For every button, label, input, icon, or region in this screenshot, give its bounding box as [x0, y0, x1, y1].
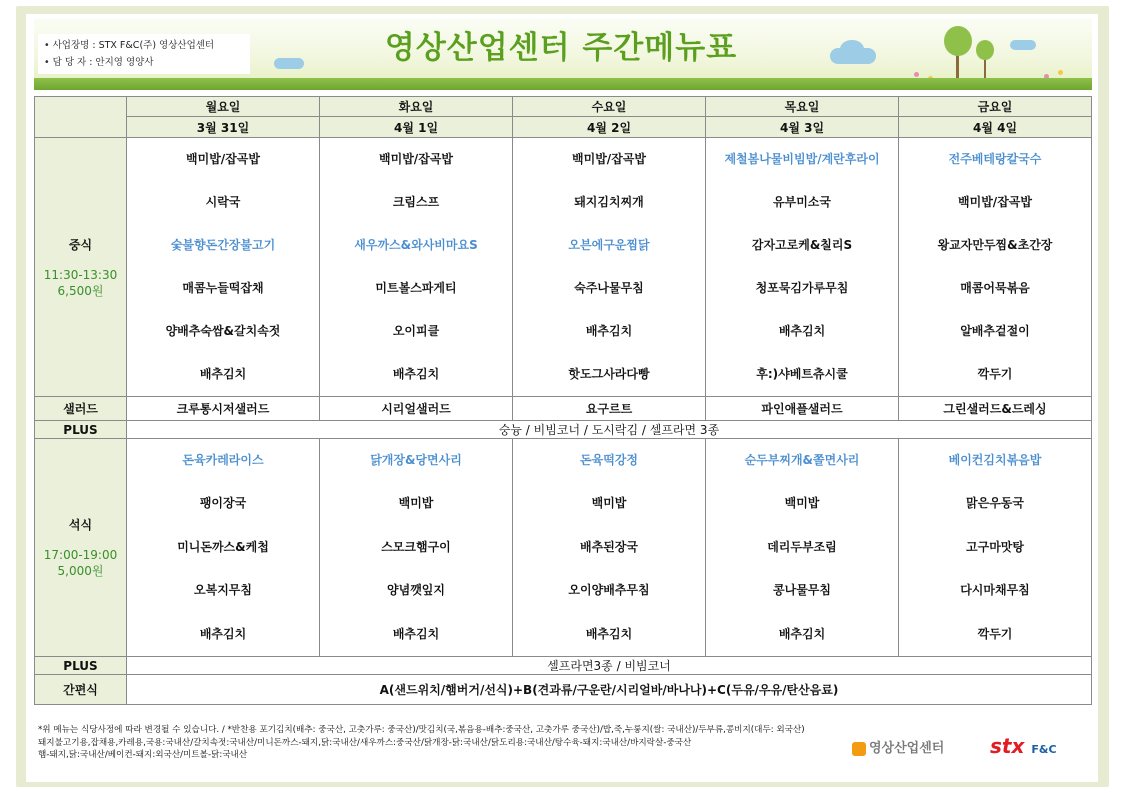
dinner-menu-item: 백미밥 — [398, 496, 434, 511]
salad-item: 파인애플샐러드 — [706, 397, 899, 421]
day-header: 월요일 — [127, 97, 320, 117]
dinner-menu-item: 돈육떡강정 — [580, 453, 638, 468]
plus-text: 숭늉 / 비빔코너 / 도시락김 / 셀프라면 3종 — [127, 421, 1092, 439]
lunch-label-cell — [35, 138, 127, 397]
lunch-menu-item: 백미밥/잡곡밥 — [186, 152, 260, 166]
dinner-row — [35, 439, 1092, 657]
day-header: 목요일 — [706, 97, 899, 117]
lunch-menu-cell — [320, 138, 513, 397]
dinner-menu-item: 콩나물무침 — [773, 583, 831, 598]
salad-label: 샐러드 — [35, 397, 127, 421]
dinner-menu-item: 돈육카레라이스 — [182, 453, 264, 468]
lunch-menu-item: 감자고로케&칠리S — [751, 238, 853, 252]
lunch-menu-item: 배추김치 — [778, 324, 826, 338]
dinner-time: 17:00-19:00 — [43, 548, 118, 562]
dinner-menu-item: 배추김치 — [199, 626, 247, 641]
footnote-line: *위 메뉴는 식당사정에 따라 변경될 수 있습니다. / *반찬용 포기김치(배추: 중국산, 고춧가루: 중국산)/맛김치(국,볶음용-배추:중국산, 고춧가루 중국산)/밥,죽,누룽지(쌀: 국내산)/두부류,콩비지(대두: 외국산) — [38, 725, 805, 735]
dinner-menu-item: 배추된장국 — [580, 539, 638, 554]
manager-name: • 담 당 자 : 안지영 영양사 — [44, 54, 250, 71]
lunch-menu-cell — [127, 138, 320, 397]
dinner-menu-item: 팽이장국 — [199, 496, 247, 511]
lunch-menu-item: 숯불향돈간장불고기 — [170, 238, 276, 252]
corner-cell — [35, 97, 127, 138]
plus-row-1 — [35, 421, 1092, 439]
dinner-menu-item: 고구마맛탕 — [966, 539, 1024, 554]
dinner-label: 석식 — [68, 518, 93, 532]
brand-logo — [990, 734, 1057, 758]
plus-label: PLUS — [35, 657, 127, 675]
lunch-menu-item: 오이피클 — [392, 324, 440, 338]
dinner-menu-item: 맑은우동국 — [966, 496, 1024, 511]
dinner-menu-cell — [513, 439, 706, 657]
snack-text: A(샌드위치/햄버거/선식)+B(견과류/구운란/시리얼바/바나나)+C(두유/우유/탄산음료) — [127, 675, 1092, 705]
dinner-menu-item: 오이양배추무침 — [568, 583, 650, 598]
lunch-menu-item: 청포묵김가루무침 — [755, 281, 849, 295]
dinner-menu-item: 배추김치 — [585, 626, 633, 641]
lunch-menu-item: 매콤누들떡잡채 — [182, 281, 264, 295]
date-header: 4월 4일 — [899, 117, 1092, 138]
banner-grass — [34, 78, 1092, 90]
lunch-menu-item: 깍두기 — [977, 367, 1013, 381]
snack-row — [35, 675, 1092, 705]
dinner-menu-cell — [320, 439, 513, 657]
snack-label: 간편식 — [35, 675, 127, 705]
footnote-line: 햄-돼지,닭:국내산/베이컨-돼지:외국산/미트볼-닭:국내산 — [38, 750, 248, 760]
lunch-menu-item: 미트볼스파게티 — [375, 281, 457, 295]
dinner-menu-item: 배추김치 — [778, 626, 826, 641]
lunch-menu-item: 유부미소국 — [773, 195, 831, 209]
brand-logo-sub: F&C — [1031, 743, 1057, 756]
salad-item: 요구르트 — [513, 397, 706, 421]
lunch-menu-item: 후:)샤베트츄시쿨 — [756, 367, 848, 381]
dinner-menu-item: 배추김치 — [392, 626, 440, 641]
menu-table — [34, 96, 1092, 705]
footnotes — [38, 724, 898, 762]
lunch-menu-cell — [513, 138, 706, 397]
dinner-menu-cell — [127, 439, 320, 657]
lunch-menu-item: 핫도그사라다빵 — [568, 367, 650, 381]
day-header: 화요일 — [320, 97, 513, 117]
lunch-menu-item: 왕교자만두찜&초간장 — [937, 238, 1053, 252]
lunch-menu-item: 알배추겉절이 — [960, 324, 1030, 338]
lunch-menu-item: 크림스프 — [392, 195, 440, 209]
salad-item: 크루통시저샐러드 — [127, 397, 320, 421]
dinner-menu-item: 미니돈까스&케첩 — [177, 539, 269, 554]
lunch-menu-cell — [899, 138, 1092, 397]
lunch-menu-item: 전주베테랑칼국수 — [948, 152, 1042, 166]
date-header: 3월 31일 — [127, 117, 320, 138]
lunch-menu-item: 제철봄나물비빔밥/계란후라이 — [724, 152, 880, 166]
dinner-menu-item: 데리두부조림 — [767, 539, 837, 554]
salad-item: 그린샐러드&드레싱 — [899, 397, 1092, 421]
site-name: • 사업장명 : STX F&C(주) 영상산업센터 — [44, 37, 250, 54]
lunch-menu-item: 시락국 — [205, 195, 241, 209]
date-header: 4월 1일 — [320, 117, 513, 138]
lunch-menu-item: 백미밥/잡곡밥 — [379, 152, 453, 166]
brand-logo-text: stx — [990, 734, 1025, 758]
logo-mark-icon — [852, 742, 866, 756]
lunch-menu-item: 배추김치 — [199, 367, 247, 381]
lunch-menu-item: 백미밥/잡곡밥 — [572, 152, 646, 166]
lunch-menu-item: 새우까스&와사비마요S — [354, 238, 478, 252]
dinner-menu-item: 오복지무침 — [194, 583, 252, 598]
lunch-menu-item: 배추김치 — [392, 367, 440, 381]
salad-item: 시리얼샐러드 — [320, 397, 513, 421]
lunch-menu-cell — [706, 138, 899, 397]
dinner-menu-item: 깍두기 — [977, 626, 1013, 641]
center-logo-text: 영상산업센터 — [869, 741, 945, 756]
center-logo — [852, 737, 944, 756]
date-row — [35, 117, 1092, 138]
lunch-menu-item: 돼지김치찌개 — [574, 195, 644, 209]
date-header: 4월 3일 — [706, 117, 899, 138]
dinner-menu-item: 양념깻잎지 — [387, 583, 445, 598]
lunch-menu-item: 양배추숙쌈&갈치속젓 — [165, 324, 281, 338]
lunch-menu-item: 숙주나물무침 — [574, 281, 644, 295]
dinner-menu-item: 베이컨김치볶음밥 — [948, 453, 1042, 468]
dinner-menu-item: 순두부찌개&쫄면사리 — [744, 453, 860, 468]
dinner-menu-item: 백미밥 — [784, 496, 820, 511]
plus-text: 셀프라면3종 / 비빔코너 — [127, 657, 1092, 675]
flower-icon — [914, 72, 919, 77]
day-header: 금요일 — [899, 97, 1092, 117]
dinner-menu-item: 백미밥 — [591, 496, 627, 511]
dinner-menu-item: 스모크햄구이 — [381, 539, 451, 554]
lunch-price: 6,500원 — [57, 283, 104, 298]
date-header: 4월 2일 — [513, 117, 706, 138]
lunch-menu-item: 오븐에구운찜닭 — [568, 238, 650, 252]
lunch-menu-item: 백미밥/잡곡밥 — [958, 195, 1032, 209]
flower-icon — [1058, 70, 1063, 75]
footnote-line: 돼지불고기용,잡채용,카레용,국용:국내산/갈치속젓:국내산/미니돈까스-돼지,닭:국내산/새우까스:중국산/닭개장-닭:국내산/닭도리용:국내산/탕수육-돼지:국내산/바지락살-중국산 — [38, 737, 692, 748]
lunch-menu-item: 매콤어묵볶음 — [960, 281, 1030, 295]
dinner-menu-cell — [899, 439, 1092, 657]
day-header: 수요일 — [513, 97, 706, 117]
salad-row — [35, 397, 1092, 421]
dinner-menu-cell — [706, 439, 899, 657]
day-row — [35, 97, 1092, 117]
lunch-menu-item: 배추김치 — [585, 324, 633, 338]
lunch-row — [35, 138, 1092, 397]
lunch-time: 11:30-13:30 — [43, 267, 118, 282]
dinner-price: 5,000원 — [57, 564, 104, 578]
dinner-label-cell — [35, 439, 127, 657]
dinner-menu-item: 닭개장&당면사리 — [370, 453, 462, 468]
plus-row-2 — [35, 657, 1092, 675]
page-title: 영상산업센터 주간메뉴표 — [384, 30, 738, 66]
lunch-label: 중식 — [68, 237, 93, 252]
plus-label: PLUS — [35, 421, 127, 439]
dinner-menu-item: 다시마채무침 — [960, 583, 1030, 598]
